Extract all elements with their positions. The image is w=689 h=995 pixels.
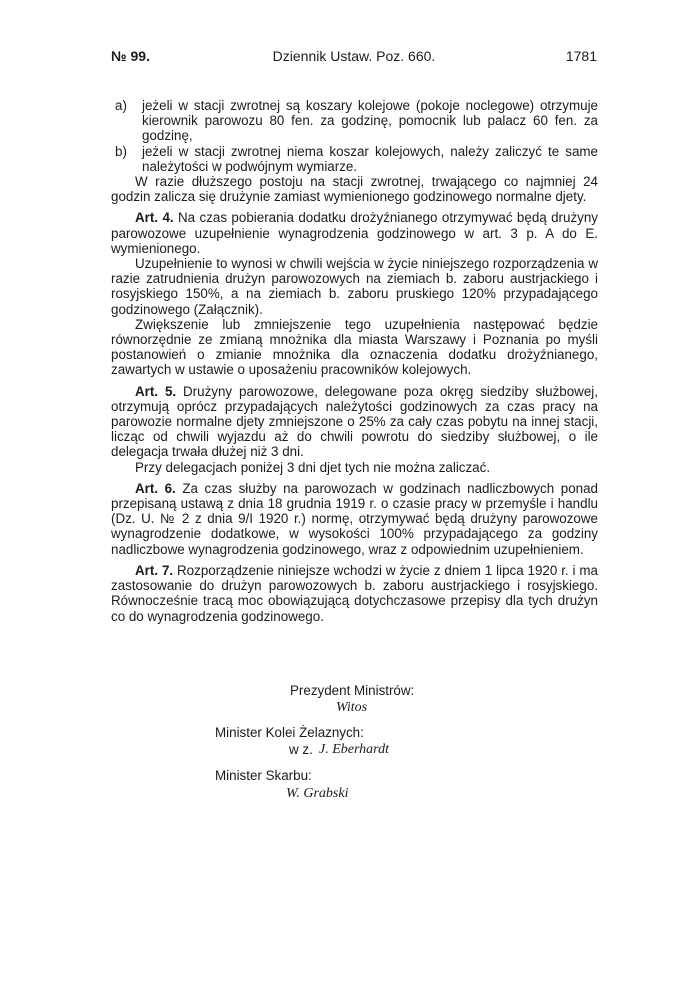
page-header — [111, 48, 597, 68]
rail-minister-name: J. Eberhardt — [319, 742, 389, 757]
article-text: Na czas pobierania dodatku drożyźnianego otrzymywać będą drużyny parowozowe uzupełnienie wynagrodzenia godzinowego w art. 3 p. A do E. wymienionego. — [111, 210, 598, 256]
pm-name: Witos — [336, 700, 368, 715]
list-item-text: jeżeli w stacji zwrotnej niema koszar kolejowych, należy zaliczyć te same należytości w podwójnym wymiarze. — [142, 143, 598, 174]
article-label: Art. 5. — [135, 383, 177, 399]
list-item-text: jeżeli w stacji zwrotnej są koszary kolejowe (pokoje noclegowe) otrzymuje kierownik parowozu 80 fen. za godzinę, pomocnik lub palacz 60 fen. za godzinę, — [142, 98, 598, 144]
article-5 — [111, 384, 598, 460]
article-7 — [111, 563, 598, 624]
list-item — [111, 98, 598, 144]
article-6 — [111, 481, 598, 557]
list-item — [111, 144, 598, 174]
issue-number: № 99. — [111, 48, 150, 64]
list-item-label: b) — [115, 143, 127, 159]
list-item-label: a) — [115, 98, 127, 113]
article-text: Za czas służby na parowozach w godzinach nadliczbowych ponad przepisaną ustawą z dnia 18 grudnia 1919 r. o czasie pracy w przemyśle i handlu (Dz. U. № 2 z dnia 9/I 1920 r.) normę, otrzymywać będą drużyny parowozowe wynagrodzenie dodatkowe, w wysokości 100% przypadającego za godziny nadliczbowe wynagrodzenia godzinowego, wraz z odpowiednim uzupełnieniem. — [111, 480, 598, 557]
article-label: Art. 7. — [135, 562, 174, 578]
article-text: Rozporządzenie niniejsze wchodzi w życie z dniem 1 lipca 1920 r. i ma zastosowanie do drużyn parowozowych b. zaboru austrjackiego i rosyjskiego. Równocześnie tracą moc obowiązującą dotychczasowe przepisy dla tych drużyn co do wynagrodzenia godzinowego. — [111, 562, 598, 624]
article-label: Art. 4. — [135, 210, 174, 226]
paragraph: Przy delegacjach poniżej 3 dni djet tych nie można zaliczać. — [135, 459, 491, 475]
page-number: 1781 — [565, 48, 597, 64]
rail-minister-prefix: w z. — [289, 742, 313, 757]
paragraph: Uzupełnienie to wynosi w chwili wejścia w życie niniejszego rozporządzenia w razie zatrudnienia drużyn parowozowych na ziemiach b. zaboru austrjackiego i rosyjskiego 150%, a na ziemiach b. zaboru pruskiego 120% przypadającego godzinowego (Załącznik). — [111, 256, 598, 317]
paragraph: Zwiększenie lub zmniejszenie tego uzupełnienia następować będzie równorzędnie ze zmianą mnożnika dla miasta Warszawy i Poznania po myśli postanowień o zmianie mnożnika dla oznaczenia dodatku drożyźnianego, zawartych w ustawie o uposażeniu pracowników kolejowych. — [111, 316, 598, 378]
treasury-minister-title: Minister Skarbu: — [215, 768, 312, 783]
treasury-minister-name: W. Grabski — [286, 786, 349, 801]
document-body — [111, 98, 598, 624]
article-4 — [111, 210, 598, 256]
paragraph: W razie dłuższego postoju na stacji zwrotnej, trwającego co najmniej 24 godzin zalicza się drużynie zamiast wymienionego godzinowego normalne djety. — [111, 174, 598, 205]
article-label: Art. 6. — [135, 480, 176, 496]
journal-title: Dziennik Ustaw. Poz. 660. — [272, 48, 436, 64]
rail-minister-title: Minister Kolei Żelaznych: — [215, 725, 364, 740]
article-text: Drużyny parowozowe, delegowane poza okręg siedziby służbowej, otrzymują oprócz przypadających należytości godzinowych za czas pracy na parowozie normalne djety zmniejszone o 25% za cały czas pobytu na innej stacji, licząc od chwili wyjazdu aż do chwili powrotu do siedziby służbowej, o ile delegacja trwała dłużej niż 3 dni. — [111, 383, 598, 460]
pm-title: Prezydent Ministrów: — [290, 683, 415, 698]
